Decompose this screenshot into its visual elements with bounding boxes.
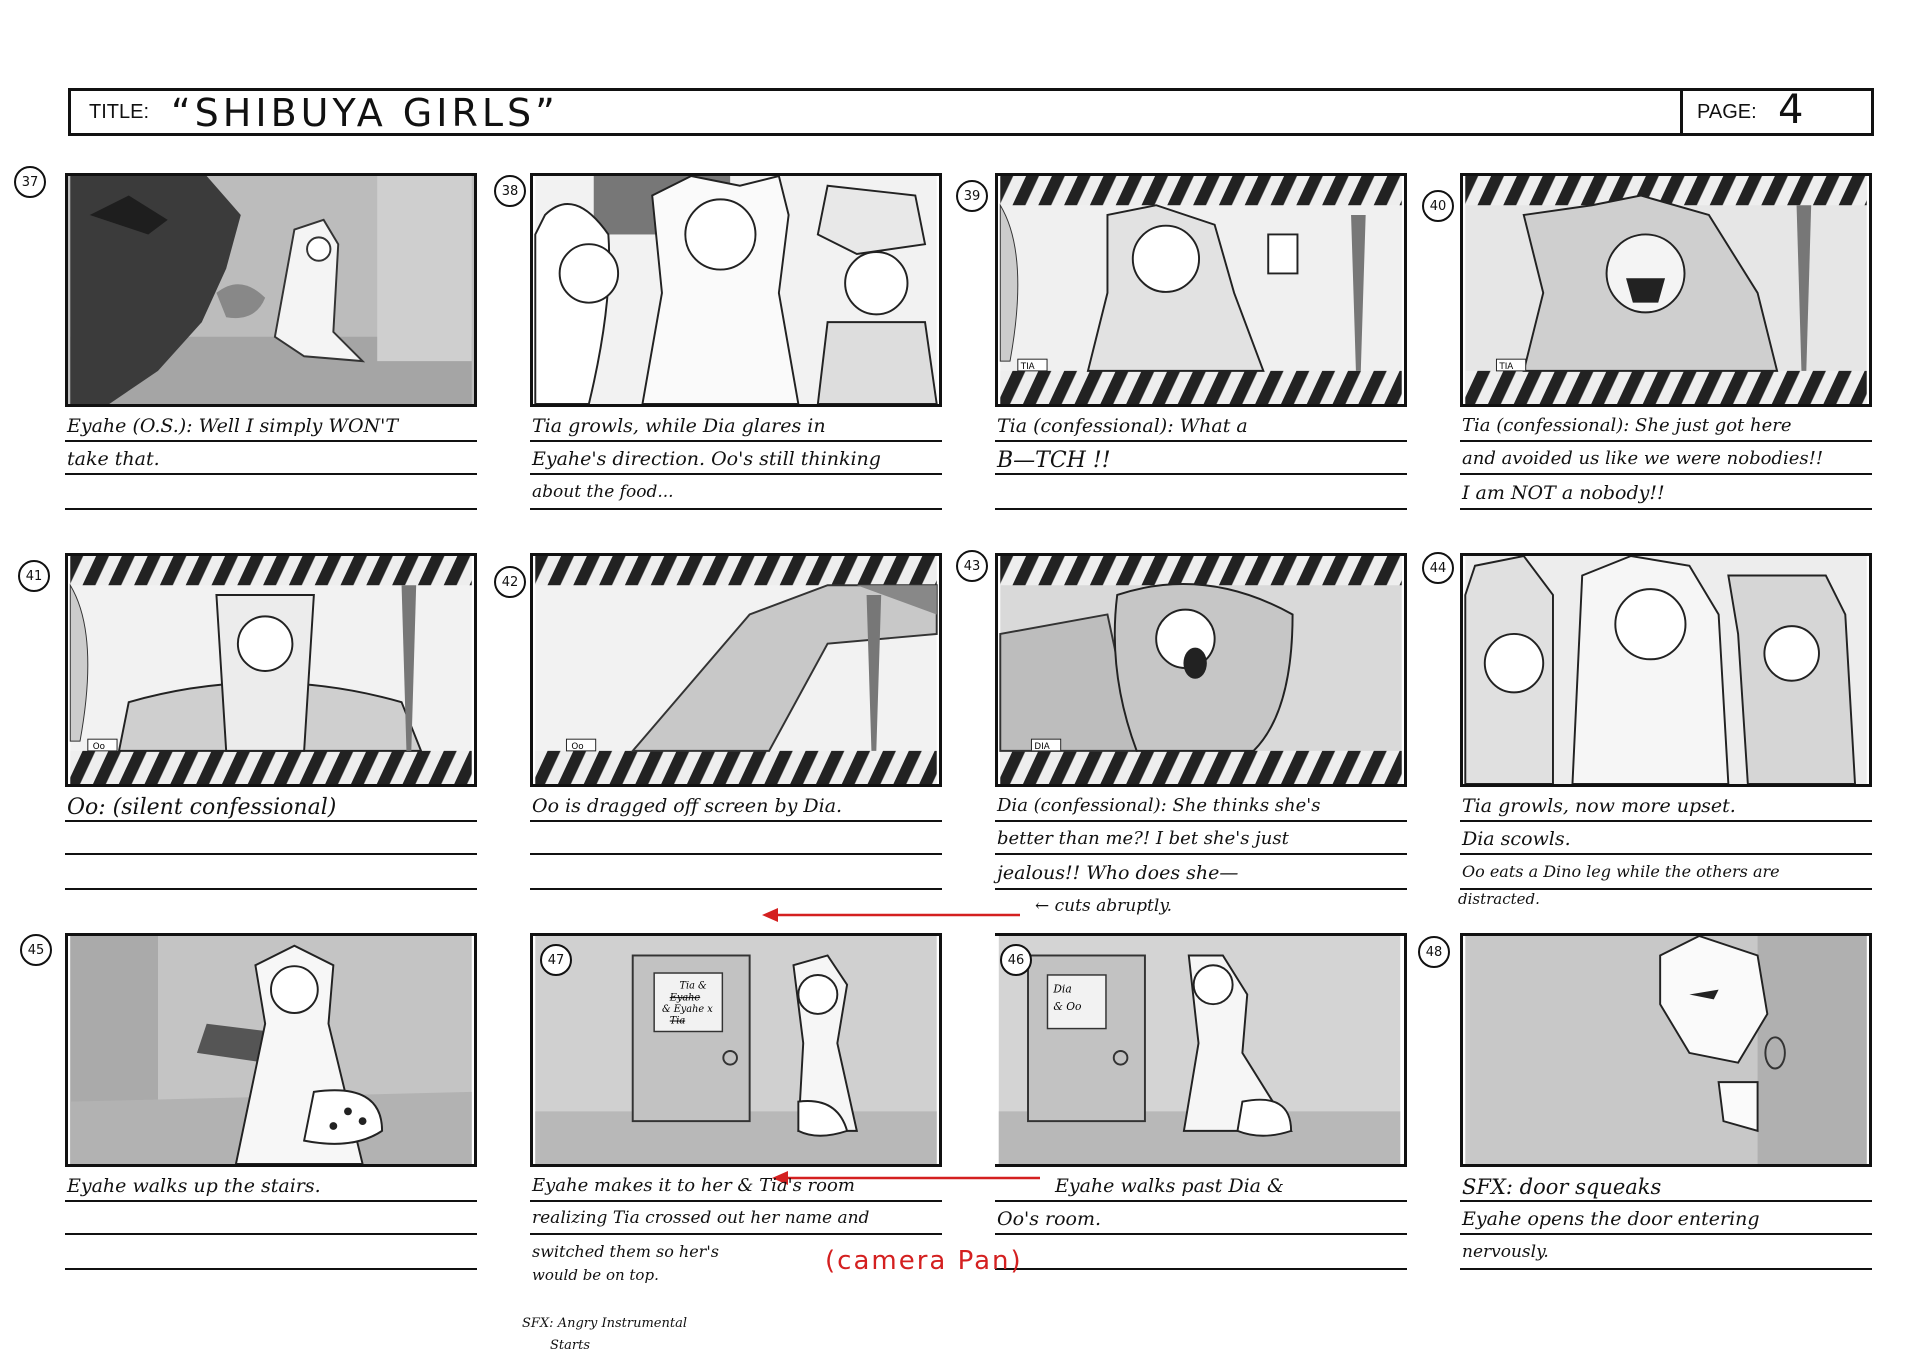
door-sign-text: Dia: [1053, 982, 1072, 996]
storyboard-title: “SHIBUYA GIRLS”: [171, 91, 559, 135]
page-number: 4: [1778, 87, 1804, 133]
panel-44: [1460, 553, 1872, 787]
door-sign-text: Tia: [669, 1015, 686, 1027]
caption-line: nervously.: [1462, 1242, 1549, 1262]
panel-38: [530, 173, 942, 407]
door-sign-text: Tia &: [679, 980, 707, 992]
panel-45: [65, 933, 477, 1167]
caption-line: jealous!! Who does she—: [997, 862, 1239, 884]
caption-line: Tia (confessional): She just got here: [1462, 415, 1792, 436]
camera-pan-note: (camera Pan): [825, 1246, 1023, 1276]
panel-number: 44: [1422, 552, 1454, 584]
panel-tag: Oo: [92, 741, 105, 752]
caption-line: Tia growls, now more upset.: [1462, 795, 1736, 817]
caption-line: Eyahe walks up the stairs.: [67, 1175, 321, 1197]
panel-number: 39: [956, 180, 988, 212]
sfx-note-line: Starts: [550, 1338, 590, 1353]
panel-41: [65, 553, 477, 787]
caption-line: Eyahe (O.S.): Well I simply WON'T: [67, 415, 399, 437]
panel-tag: DIA: [1034, 741, 1050, 752]
panel-46-drawing: [995, 936, 1404, 1164]
caption-line: B—TCH !!: [997, 448, 1111, 473]
caption-line: Eyahe makes it to her & Tia's room: [532, 1175, 855, 1196]
caption-line: Oo is dragged off screen by Dia.: [532, 795, 843, 817]
page-label: PAGE:: [1697, 101, 1757, 123]
panel-number: 46: [1000, 944, 1032, 976]
panel-number: 40: [1422, 190, 1454, 222]
panel-39: [995, 173, 1407, 407]
title-bar: [68, 88, 1874, 136]
panel-number: 42: [494, 566, 526, 598]
panel-38-drawing: [533, 176, 939, 404]
caption-line: Oo's room.: [997, 1208, 1102, 1230]
caption-line: realizing Tia crossed out her name and: [532, 1208, 870, 1228]
caption-line: Eyahe's direction. Oo's still thinking: [532, 448, 881, 470]
caption-line: take that.: [67, 448, 160, 470]
panel-42: [530, 553, 942, 787]
door-sign-text: Eyahe: [669, 992, 701, 1004]
caption-line: Eyahe opens the door entering: [1462, 1208, 1760, 1230]
panel-42-drawing: [533, 556, 939, 784]
sfx-note-line: SFX: Angry Instrumental: [522, 1316, 687, 1331]
caption-line: Dia (confessional): She thinks she's: [997, 795, 1321, 816]
panel-48-drawing: [1463, 936, 1869, 1164]
panel-number: 45: [20, 934, 52, 966]
camera-pan-arrow-top: [760, 905, 1030, 925]
panel-37: [65, 173, 477, 407]
panel-number: 38: [494, 175, 526, 207]
panel-number: 37: [14, 166, 46, 198]
panel-39-drawing: [998, 176, 1404, 404]
panel-tag: Oo: [571, 741, 584, 752]
door-sign-text: & Eyahe x: [661, 1004, 713, 1015]
title-label: TITLE:: [89, 101, 150, 123]
panel-number: 43: [956, 550, 988, 582]
caption-note: would be on top.: [532, 1266, 659, 1284]
panel-37-drawing: [68, 176, 474, 404]
panel-40: [1460, 173, 1872, 407]
panel-number: 47: [540, 944, 572, 976]
panel-tag: TIA: [1020, 361, 1035, 372]
panel-43-drawing: [998, 556, 1404, 784]
panel-tag: TIA: [1499, 361, 1514, 372]
caption-note: distracted.: [1458, 890, 1540, 908]
caption-line: SFX: door squeaks: [1462, 1175, 1662, 1199]
caption-line: Eyahe walks past Dia &: [1055, 1175, 1284, 1197]
panel-43: [995, 553, 1407, 787]
page-box: [1680, 87, 1871, 133]
caption-line: Oo eats a Dino leg while the others are: [1462, 862, 1780, 881]
panel-46: [995, 933, 1407, 1167]
caption-note: ← cuts abruptly.: [1035, 896, 1173, 916]
caption-line: and avoided us like we were nobodies!!: [1462, 448, 1824, 469]
panel-40-drawing: [1463, 176, 1869, 404]
panel-48: [1460, 933, 1872, 1167]
caption-line: Tia (confessional): What a: [997, 415, 1248, 437]
door-sign-text: & Oo: [1053, 1000, 1082, 1014]
panel-47-drawing: [533, 936, 939, 1164]
panel-number: 41: [18, 560, 50, 592]
panel-45-drawing: [68, 936, 474, 1164]
caption-line: I am NOT a nobody!!: [1462, 482, 1665, 504]
caption-line: Dia scowls.: [1462, 828, 1571, 850]
panel-47: [530, 933, 942, 1167]
caption-line: switched them so her's: [532, 1242, 719, 1261]
panel-44-drawing: [1463, 556, 1869, 784]
panel-41-drawing: [68, 556, 474, 784]
caption-line: Oo: (silent confessional): [67, 795, 337, 820]
panel-number: 48: [1418, 936, 1450, 968]
caption-line: Tia growls, while Dia glares in: [532, 415, 826, 437]
caption-line: about the food...: [532, 482, 674, 502]
caption-line: better than me?! I bet she's just: [997, 828, 1289, 849]
